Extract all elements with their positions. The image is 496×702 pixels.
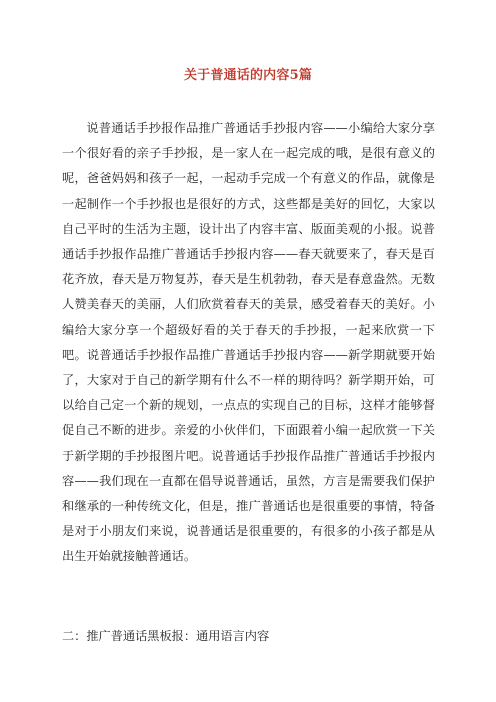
section-heading: 二：推广普通话黑板报：通用语言内容 [62,629,270,643]
document-title: 关于普通话的内容5篇 [183,68,313,83]
body-paragraph: 说普通话手抄报作品推广普通话手抄报内容——小编给大家分享一个很好看的亲子手抄报，是一家人在一起完成的哦，是很有意义的呢，爸爸妈妈和孩子一起，一起动手完成一个有意义的作品，就像是一起制作一个手抄报也是很好的方式，这些都是美好的回忆，大家以自己平时的生活为主题，设计出了内容丰富、版面美观的小报。说普通话手抄报作品推广普通话手抄报内容——春天就要来了，春天是百花齐放，春天是万物复苏，春天是生机勃勃，春天是春意盎然。无数人赞美春天的美丽，人们欣赏着春天的美景，感受着春天的美好。小编给大家分享一个超级好看的关于春天的手抄报，一起来欣赏一下吧。说普通话手抄报作品推广普通话手抄报内容——新学期就要开始了，大家对于自己的新学期有什么不一样的期待吗？新学期开始，可以给自己定一个新的规划，一点点的实现自己的目标，这样才能够督促自己不断的进步。亲爱的小伙伴们，下面跟着小编一起欣赏一下关于新学期的手抄报图片吧。说普通话手抄报作品推广普通话手抄报内容——我们现在一直都在倡导说普通话，虽然，方言是需要我们保护和继承的一种传统文化，但是，推广普通话也是很重要的事情，特备是对于小朋友们来说，说普通话是很重要的，有很多的小孩子都是从出生开始就接触普通话。 [62,121,435,564]
